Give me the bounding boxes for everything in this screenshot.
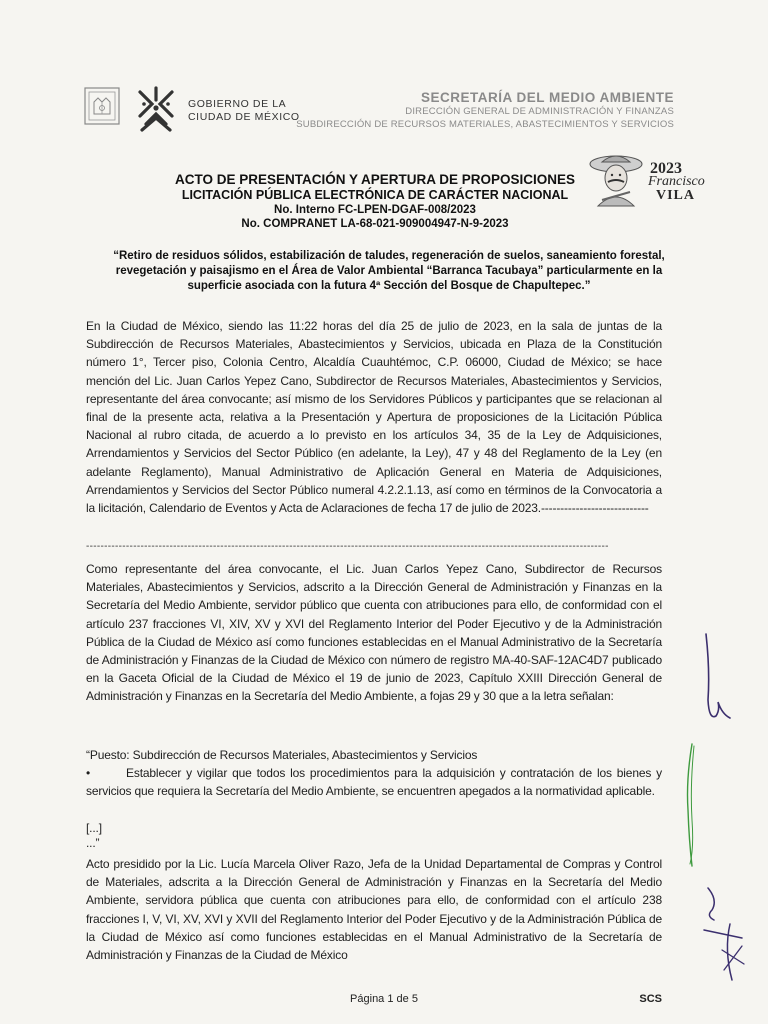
tender-subject: “Retiro de residuos sólidos, estabilización de taludes, regeneración de suelos, saneamiento forestal, revegetación y paisajismo en el Área de Valor Ambiental “Barranca Tacubaya” particularmente en la superficie asociada con la futura 4ª Sección del Bosque de Chapultepec.” xyxy=(113,250,665,292)
coat-of-arms-logo xyxy=(82,86,122,126)
bullet-text: Establecer y vigilar que todos los procedimientos para la adquisición y contratación de los bienes y servicios que requiera la Secretaría del Medio Ambiente, se encuentren apegados a la normatividad aplicable. xyxy=(86,766,662,799)
tender-type: LICITACIÓN PÚBLICA ELECTRÓNICA DE CARÁCTER NACIONAL xyxy=(181,188,569,202)
gov-line1: GOBIERNO DE LA xyxy=(188,98,287,110)
bullet-symbol: • xyxy=(86,766,91,780)
secretariat-title: SECRETARÍA DEL MEDIO AMBIENTE xyxy=(420,90,674,105)
government-label xyxy=(188,98,300,124)
page-number: Página 1 de 5 xyxy=(350,993,418,1005)
logo-year: 2023 xyxy=(650,160,682,177)
quote-ellipsis: [...] xyxy=(86,821,102,835)
margin-signature-green xyxy=(670,740,710,870)
margin-signature-ink xyxy=(694,880,754,990)
direction-label: DIRECCIÓN GENERAL DE ADMINISTRACIÓN Y FINANZAS xyxy=(405,106,674,117)
logo-name2: VILA xyxy=(656,188,696,203)
quote-close: ...” xyxy=(86,836,100,850)
document-title: ACTO DE PRESENTACIÓN Y APERTURA DE PROPOSICIONES xyxy=(174,172,576,187)
compranet-number: No. COMPRANET LA-68-021-909004947-N-9-2023 xyxy=(241,218,509,230)
margin-signature-purple xyxy=(696,630,736,730)
footer-initials: SCS xyxy=(639,993,662,1005)
year-commemorative-logo xyxy=(586,146,706,212)
internal-number: No. Interno FC-LPEN-DGAF-008/2023 xyxy=(274,204,476,216)
paragraph-opening: En la Ciudad de México, siendo las 11:22 horas del día 25 de julio de 2023, en la sala de juntas de la Subdirección de Recursos Materiales, Abastecimientos y Servicios, ubicada en Plaza de la Constitución número 1°, Tercer piso, Colonia Centro, Alcaldía Cuauhtémoc, C.P. 06000, Ciudad de México; se hace mención del Lic. Juan Carlos Yepez Cano, Subdirector de Recursos Materiales, Abastecimientos y Servicios, representante del área convocante; así mismo de los Servidores Públicos y participantes que se relacionan al final de la presente acta, relativa a la Presentación y Apertura de proposiciones de la Licitación Pública Nacional al rubro citada, de acuerdo a lo previsto en los artículos 34, 35 de la Ley de Adquisiciones, Arrendamientos y Servicios del Sector Público (en adelante, la Ley), 47 y 48 del Reglamento de la Ley (en adelante Reglamento), Manual Administrativo de Aplicación General en Materia de Adquisiciones, Arrendamientos y Servicios del Sector Público numeral 4.2.2.1.13, así como en términos de la Convocatoria a la licitación, Calendario de Eventos y Acta de Aclaraciones de fecha 17 de julio de 2023.---------------------------- xyxy=(86,319,662,516)
paragraph-presided: Acto presidido por la Lic. Lucía Marcela Oliver Razo, Jefa de la Unidad Departamental de Compras y Control de Materiales, adscrita a la Dirección General de Administración y Finanzas en la Secretaría del Medio Ambiente, servidora pública que cuenta con atribuciones para ello, de conformidad con el artículo 238 fracciones I, V, VI, XV, XVI y XVII del Reglamento Interior del Poder Ejecutivo y de la Administración Pública de la Ciudad de México así como funciones establecidas en el Manual Administrativo de la Secretaría de Administración y Finanzas de la Ciudad de México xyxy=(86,857,662,963)
logo-name1: Francisco xyxy=(648,174,705,189)
secretariat-header xyxy=(296,90,674,131)
gov-line2: CIUDAD DE MÉXICO xyxy=(188,111,300,123)
quote-title: “Puesto: Subdirección de Recursos Materiales, Abastecimientos y Servicios xyxy=(86,748,478,762)
paragraph-representative: Como representante del área convocante, el Lic. Juan Carlos Yepez Cano, Subdirector de Recursos Materiales, Abastecimientos y Servicios, adscrito a la Dirección General de Administración y Finanzas en la Secretaría del Medio Ambiente, servidor público que cuenta con atribuciones para ello, de conformidad con el artículo 237 fracciones VI, XIV, XV y XVI del Reglamento Interior del Poder Ejecutivo y de la Administración Pública de la Ciudad de México así como funciones establecidas en el Manual Administrativo de la Secretaría de Administración y Finanzas de la Ciudad de México con número de registro MA-40-SAF-12AC4D7 publicado en la Gaceta Oficial de la Ciudad de México el 19 de junio de 2023, Capítulo XXIII Dirección General de Administración y Finanzas en la Secretaría del Medio Ambiente, a fojas 29 y 30 que a la letra señalan: xyxy=(86,562,662,704)
document-title-block xyxy=(150,172,600,231)
cdmx-logo xyxy=(134,84,178,136)
bullet-item xyxy=(86,764,662,800)
subdirection-label: SUBDIRECCIÓN DE RECURSOS MATERIALES, ABASTECIMIENTOS Y SERVICIOS xyxy=(296,118,674,130)
separator-dashes: ------------------------------------------------------------------------------------------------------------------------------------------------ xyxy=(86,541,609,552)
